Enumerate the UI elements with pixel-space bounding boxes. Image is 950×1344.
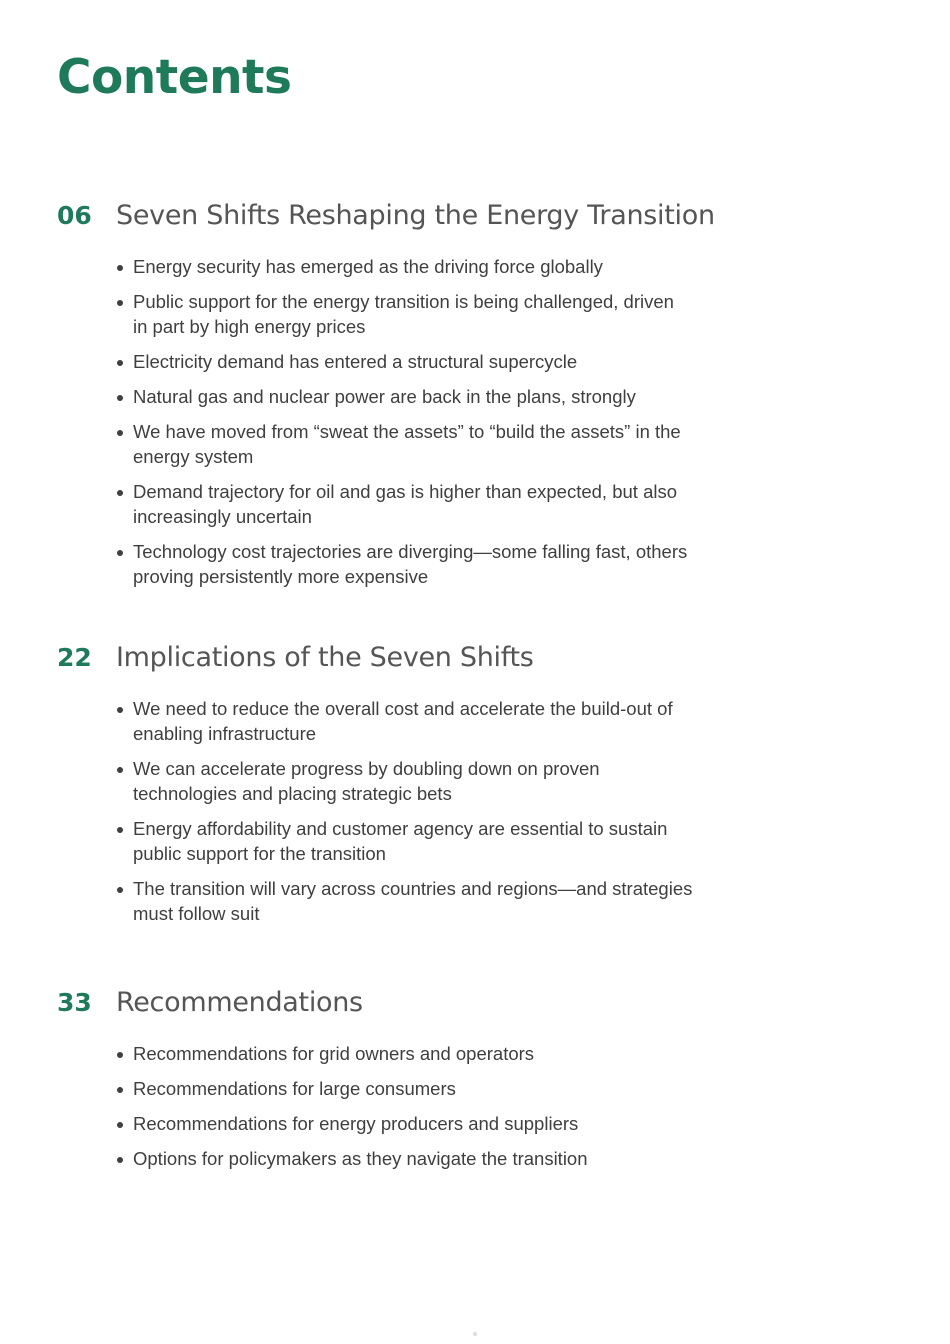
- section-page-number: 06: [57, 201, 92, 230]
- bullet-dot-icon: [117, 430, 123, 436]
- list-item-text: Natural gas and nuclear power are back in the plans, strongly: [133, 386, 636, 407]
- bullet-dot-icon: [117, 300, 123, 306]
- list-item-text: Options for policymakers as they navigate the transition: [133, 1148, 588, 1169]
- list-item-text: We can accelerate progress by doubling down on proven technologies and placing strategic bets: [133, 758, 600, 804]
- list-item-text: We need to reduce the overall cost and accelerate the build-out of enabling infrastructure: [133, 698, 673, 744]
- bullet-dot-icon: [117, 360, 123, 366]
- list-item: [116, 349, 693, 374]
- section-title: Seven Shifts Reshaping the Energy Transition: [116, 200, 715, 231]
- list-item-text: Energy security has emerged as the driving force globally: [133, 256, 603, 277]
- list-item-text: The transition will vary across countries and regions—and strategies must follow suit: [133, 878, 693, 924]
- list-item-text: Public support for the energy transition is being challenged, driven in part by high energy prices: [133, 291, 674, 337]
- list-item-text: We have moved from “sweat the assets” to “build the assets” in the energy system: [133, 421, 681, 467]
- list-item: [116, 479, 693, 529]
- bullet-dot-icon: [117, 1087, 123, 1093]
- list-item: [116, 1111, 693, 1136]
- bullet-dot-icon: [117, 1122, 123, 1128]
- bullet-dot-icon: [117, 767, 123, 773]
- list-item: [116, 816, 693, 866]
- list-item-text: Recommendations for large consumers: [133, 1078, 456, 1099]
- list-item: [116, 1146, 693, 1171]
- list-item: [116, 289, 693, 339]
- bullet-dot-icon: [117, 827, 123, 833]
- list-item-text: Energy affordability and customer agency are essential to sustain public support for the transition: [133, 818, 668, 864]
- list-item: [116, 876, 693, 926]
- bullet-dot-icon: [117, 1157, 123, 1163]
- bullet-dot-icon: [117, 265, 123, 271]
- list-item-text: Demand trajectory for oil and gas is higher than expected, but also increasingly uncertain: [133, 481, 678, 527]
- bullet-dot-icon: [117, 550, 123, 556]
- bullet-dot-icon: [117, 887, 123, 893]
- section-page-number: 22: [57, 643, 92, 672]
- section-bullet-list: [57, 696, 717, 926]
- toc-section-seven-shifts: [57, 200, 717, 599]
- section-bullet-list: [57, 254, 717, 589]
- toc-section-recommendations: [57, 987, 717, 1181]
- list-item: [116, 1041, 693, 1066]
- list-item: [116, 254, 693, 279]
- section-title: Recommendations: [116, 987, 363, 1018]
- bullet-dot-icon: [117, 1052, 123, 1058]
- list-item: [116, 1076, 693, 1101]
- list-item: [116, 756, 693, 806]
- page-title: Contents: [57, 50, 292, 105]
- bullet-dot-icon: [117, 395, 123, 401]
- section-page-number: 33: [57, 988, 92, 1017]
- bullet-dot-icon: [117, 490, 123, 496]
- section-title: Implications of the Seven Shifts: [116, 642, 534, 673]
- list-item: [116, 696, 693, 746]
- toc-section-header[interactable]: [57, 200, 717, 240]
- toc-section-header[interactable]: [57, 987, 717, 1027]
- list-item-text: Technology cost trajectories are diverging—some falling fast, others proving persistently more expensive: [133, 541, 688, 587]
- toc-section-header[interactable]: [57, 642, 717, 682]
- list-item: [116, 539, 693, 589]
- list-item-text: Recommendations for grid owners and operators: [133, 1043, 535, 1064]
- page-footer-dot-icon: [473, 1332, 477, 1336]
- list-item: [116, 419, 693, 469]
- list-item: [116, 384, 693, 409]
- toc-section-implications: [57, 642, 717, 936]
- list-item-text: Recommendations for energy producers and suppliers: [133, 1113, 579, 1134]
- list-item-text: Electricity demand has entered a structural supercycle: [133, 351, 578, 372]
- section-bullet-list: [57, 1041, 717, 1171]
- bullet-dot-icon: [117, 707, 123, 713]
